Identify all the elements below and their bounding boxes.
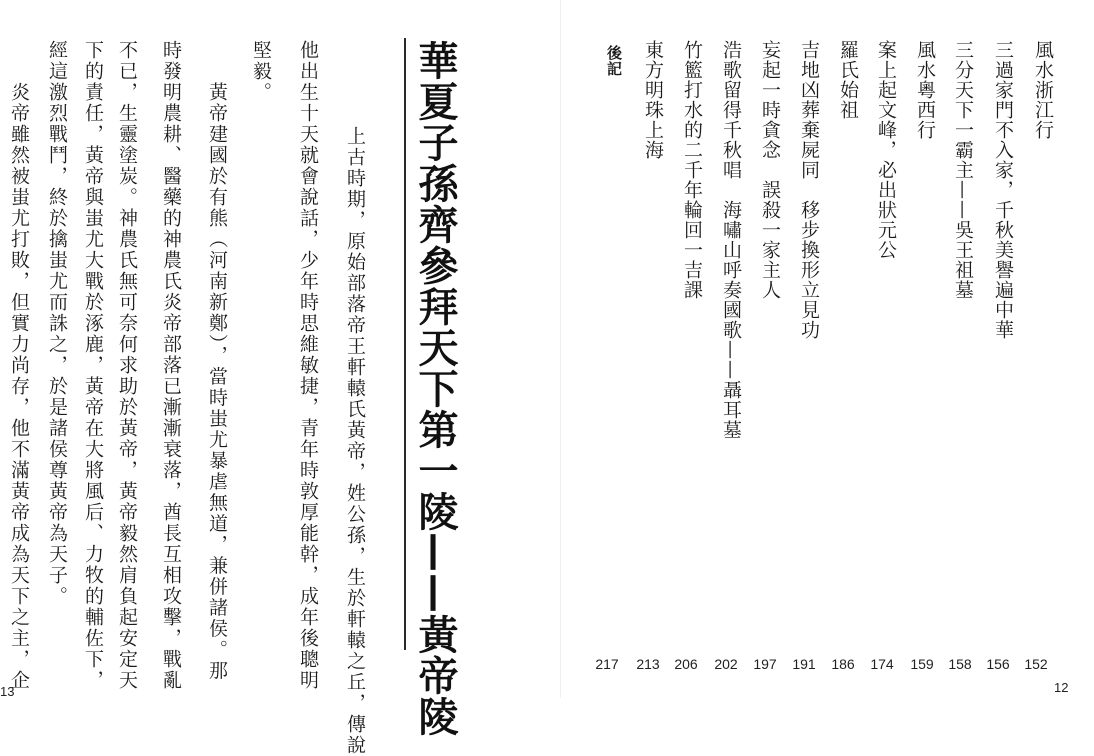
toc-item-title: 羅氏始祖 (837, 40, 859, 120)
toc-item-title: 案上起文峰，必出狀元公 (875, 40, 897, 260)
text-column: 時發明農耕、醫藥的神農氏炎帝部落已漸漸衰落，酋長互相攻擊，戰亂 (160, 40, 182, 691)
text-column: 堅毅。 (250, 40, 272, 103)
text-column: 上古時期，原始部落帝王軒轅氏黃帝，姓公孫，生於軒轅之丘，傳說 (344, 126, 366, 756)
toc-item-title: 吉地凶葬棄屍同 移步換形立見功 (798, 40, 820, 340)
toc-item-title: 三過家門不入家，千秋美譽遍中華 (992, 40, 1014, 340)
toc-item-title: 三分天下一霸主——吳王祖墓 (952, 40, 974, 300)
toc-page-number: 191 (792, 656, 816, 672)
text-column: 經這激烈戰鬥，終於擒蚩尤而誅之，於是諸侯尊黃帝為天子。 (46, 40, 68, 607)
toc-item-title: 竹籃打水的二千年輪回一吉課 (681, 40, 703, 300)
text-column: 他出生十天就會說話，少年時思維敏捷，青年時敦厚能幹，成年後聰明 (297, 40, 319, 691)
toc-item-title: 浩歌留得千秋唱 海嘯山呼奏國歌——聶耳墓 (720, 40, 742, 440)
spine-shadow (560, 0, 561, 698)
toc-page-number: 156 (986, 656, 1010, 672)
text-column: 不已，生靈塗炭。神農氏無可奈何求助於黃帝，黃帝毅然肩負起安定天 (116, 40, 138, 691)
toc-page-number: 159 (910, 656, 934, 672)
toc-item-title: 風水浙江行 (1032, 40, 1054, 140)
toc-page-number: 174 (870, 656, 894, 672)
page-number: 13 (0, 684, 15, 699)
toc-item-title: 風水粵西行 (914, 40, 936, 140)
page-number: 12 (1054, 680, 1069, 695)
toc-page-number: 158 (948, 656, 972, 672)
toc-page-number: 186 (831, 656, 855, 672)
text-column: 炎帝雖然被蚩尤打敗，但實力尚存，他不滿黃帝成為天下之主，企 (8, 82, 30, 691)
toc-item-title: 後記 (605, 45, 623, 77)
text-column: 黃帝建國於有熊（河南新鄭），當時蚩尤暴虐無道，兼併諸侯。那 (206, 82, 228, 682)
text-column: 下的責任，黃帝與蚩尤大戰於涿鹿，黃帝在大將風后、力牧的輔佐下， (82, 40, 104, 691)
title-divider (404, 38, 406, 650)
toc-page-number: 202 (714, 656, 738, 672)
toc-page-number: 206 (674, 656, 698, 672)
toc-page-number: 217 (595, 656, 619, 672)
toc-item-title: 東方明珠上海 (642, 40, 664, 160)
toc-page-number: 152 (1024, 656, 1048, 672)
toc-page-number: 197 (753, 656, 777, 672)
chapter-title: 華夏子孫齊參拜天下第一陵——黃帝陵 (412, 40, 458, 737)
toc-item-title: 妄起一時貪念 誤殺一家主人 (759, 40, 781, 300)
toc-page-number: 213 (636, 656, 660, 672)
